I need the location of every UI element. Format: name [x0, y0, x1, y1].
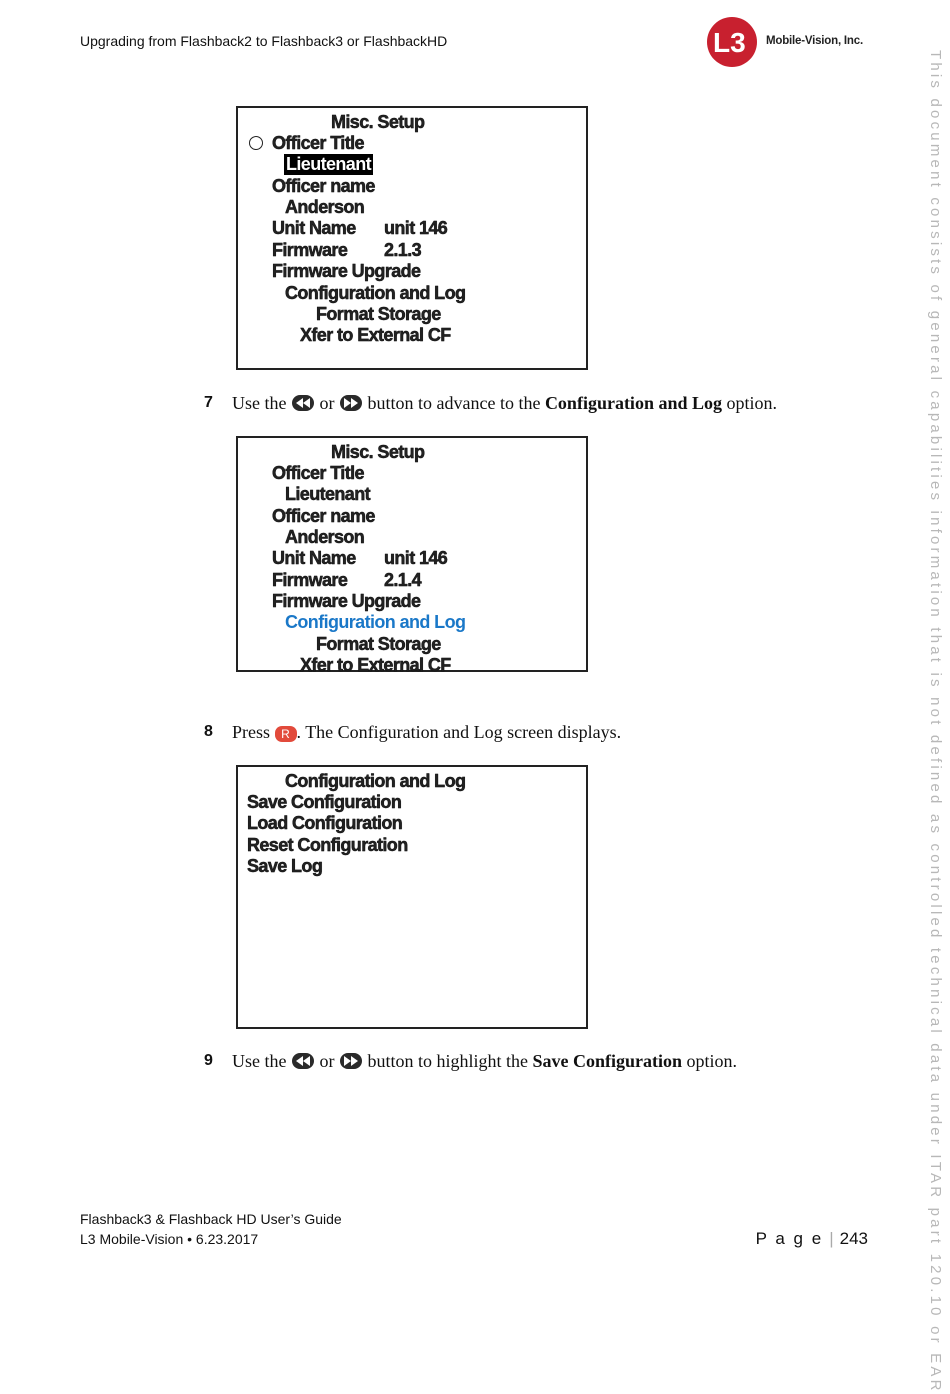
unit-name-label: Unit Name	[272, 548, 356, 568]
reset-configuration-option: Reset Configuration	[247, 835, 408, 855]
xfer-option: Xfer to External CF	[300, 655, 451, 675]
step-text-mid: button to advance to the	[367, 393, 541, 413]
officer-title-value: Lieutenant	[285, 484, 371, 504]
itar-watermark: This document consists of general capabilities information that is not defined as controlled technical data under ITAR part 120.10 or EAR	[927, 50, 944, 1394]
officer-name-value: Anderson	[285, 527, 365, 547]
firmware-value: 2.1.3	[384, 240, 422, 260]
officer-name-value: Anderson	[285, 197, 365, 217]
misc-setup-screen-1	[236, 106, 588, 370]
fast-forward-button-icon	[340, 395, 362, 411]
step-text	[232, 722, 621, 743]
screen-title: Misc. Setup	[331, 112, 425, 132]
rewind-button-icon	[292, 395, 314, 411]
step-text-post: option.	[686, 1051, 738, 1071]
officer-name-label: Officer name	[272, 506, 375, 526]
misc-setup-screen-2	[236, 436, 588, 675]
page-number: 243	[839, 1229, 868, 1248]
save-configuration-option: Save Configuration	[247, 792, 402, 812]
logo-mark: L3	[713, 27, 746, 58]
firmware-upgrade: Firmware Upgrade	[272, 261, 421, 281]
step-text-post: . The Configuration and Log screen displays.	[296, 722, 622, 742]
step-text	[232, 393, 777, 414]
rewind-button-icon	[292, 1053, 314, 1069]
step-number: 7	[204, 394, 213, 411]
logo-text: Mobile-Vision, Inc.	[766, 35, 863, 47]
config-log-option-highlighted: Configuration and Log	[285, 612, 466, 632]
format-storage-option: Format Storage	[316, 304, 441, 324]
save-log-option: Save Log	[247, 856, 323, 876]
officer-title-label: Officer Title	[272, 133, 364, 153]
step-number: 8	[204, 723, 213, 740]
step-text-pre: Use the	[232, 393, 287, 413]
document-header-title: Upgrading from Flashback2 to Flashback3 or FlashbackHD	[80, 33, 448, 49]
load-configuration-option: Load Configuration	[247, 813, 403, 833]
page-divider: |	[829, 1229, 834, 1248]
config-log-option: Configuration and Log	[285, 283, 466, 303]
step-text-pre: Press	[232, 722, 271, 742]
unit-name-value: unit 146	[384, 218, 448, 238]
officer-name-label: Officer name	[272, 176, 375, 196]
configuration-and-log-screen	[236, 765, 588, 1029]
step-text-pre: Use the	[232, 1051, 287, 1071]
fast-forward-button-icon	[340, 1053, 362, 1069]
r-button-icon: R	[275, 726, 297, 742]
l3-logo	[704, 15, 874, 69]
page-label: P a g e	[755, 1229, 824, 1248]
firmware-label: Firmware	[272, 570, 348, 590]
l3-logo-icon	[704, 15, 764, 69]
firmware-value: 2.1.4	[384, 570, 422, 590]
footer-company-date: L3 Mobile-Vision • 6.23.2017	[80, 1231, 259, 1247]
officer-title-label: Officer Title	[272, 463, 364, 483]
step-text	[232, 1051, 737, 1072]
footer-guide-title: Flashback3 & Flashback HD User’s Guide	[80, 1211, 342, 1227]
unit-name-label: Unit Name	[272, 218, 356, 238]
step-text-or: or	[319, 393, 335, 413]
step-text-bold: Configuration and Log	[544, 393, 722, 413]
step-text-mid: button to highlight the	[367, 1051, 528, 1071]
officer-title-value-selected: Lieutenant	[286, 154, 372, 174]
screen-title: Configuration and Log	[285, 771, 466, 791]
step-number: 9	[204, 1052, 213, 1069]
screen-title: Misc. Setup	[331, 442, 425, 462]
step-text-post: option.	[726, 393, 777, 413]
firmware-upgrade: Firmware Upgrade	[272, 591, 421, 611]
page-number-block	[756, 1229, 868, 1249]
radio-circle-icon	[249, 136, 263, 150]
step-text-bold: Save Configuration	[532, 1051, 682, 1071]
firmware-label: Firmware	[272, 240, 348, 260]
unit-name-value: unit 146	[384, 548, 448, 568]
step-text-or: or	[319, 1051, 335, 1071]
format-storage-option: Format Storage	[316, 634, 441, 654]
xfer-option: Xfer to External CF	[300, 325, 451, 345]
